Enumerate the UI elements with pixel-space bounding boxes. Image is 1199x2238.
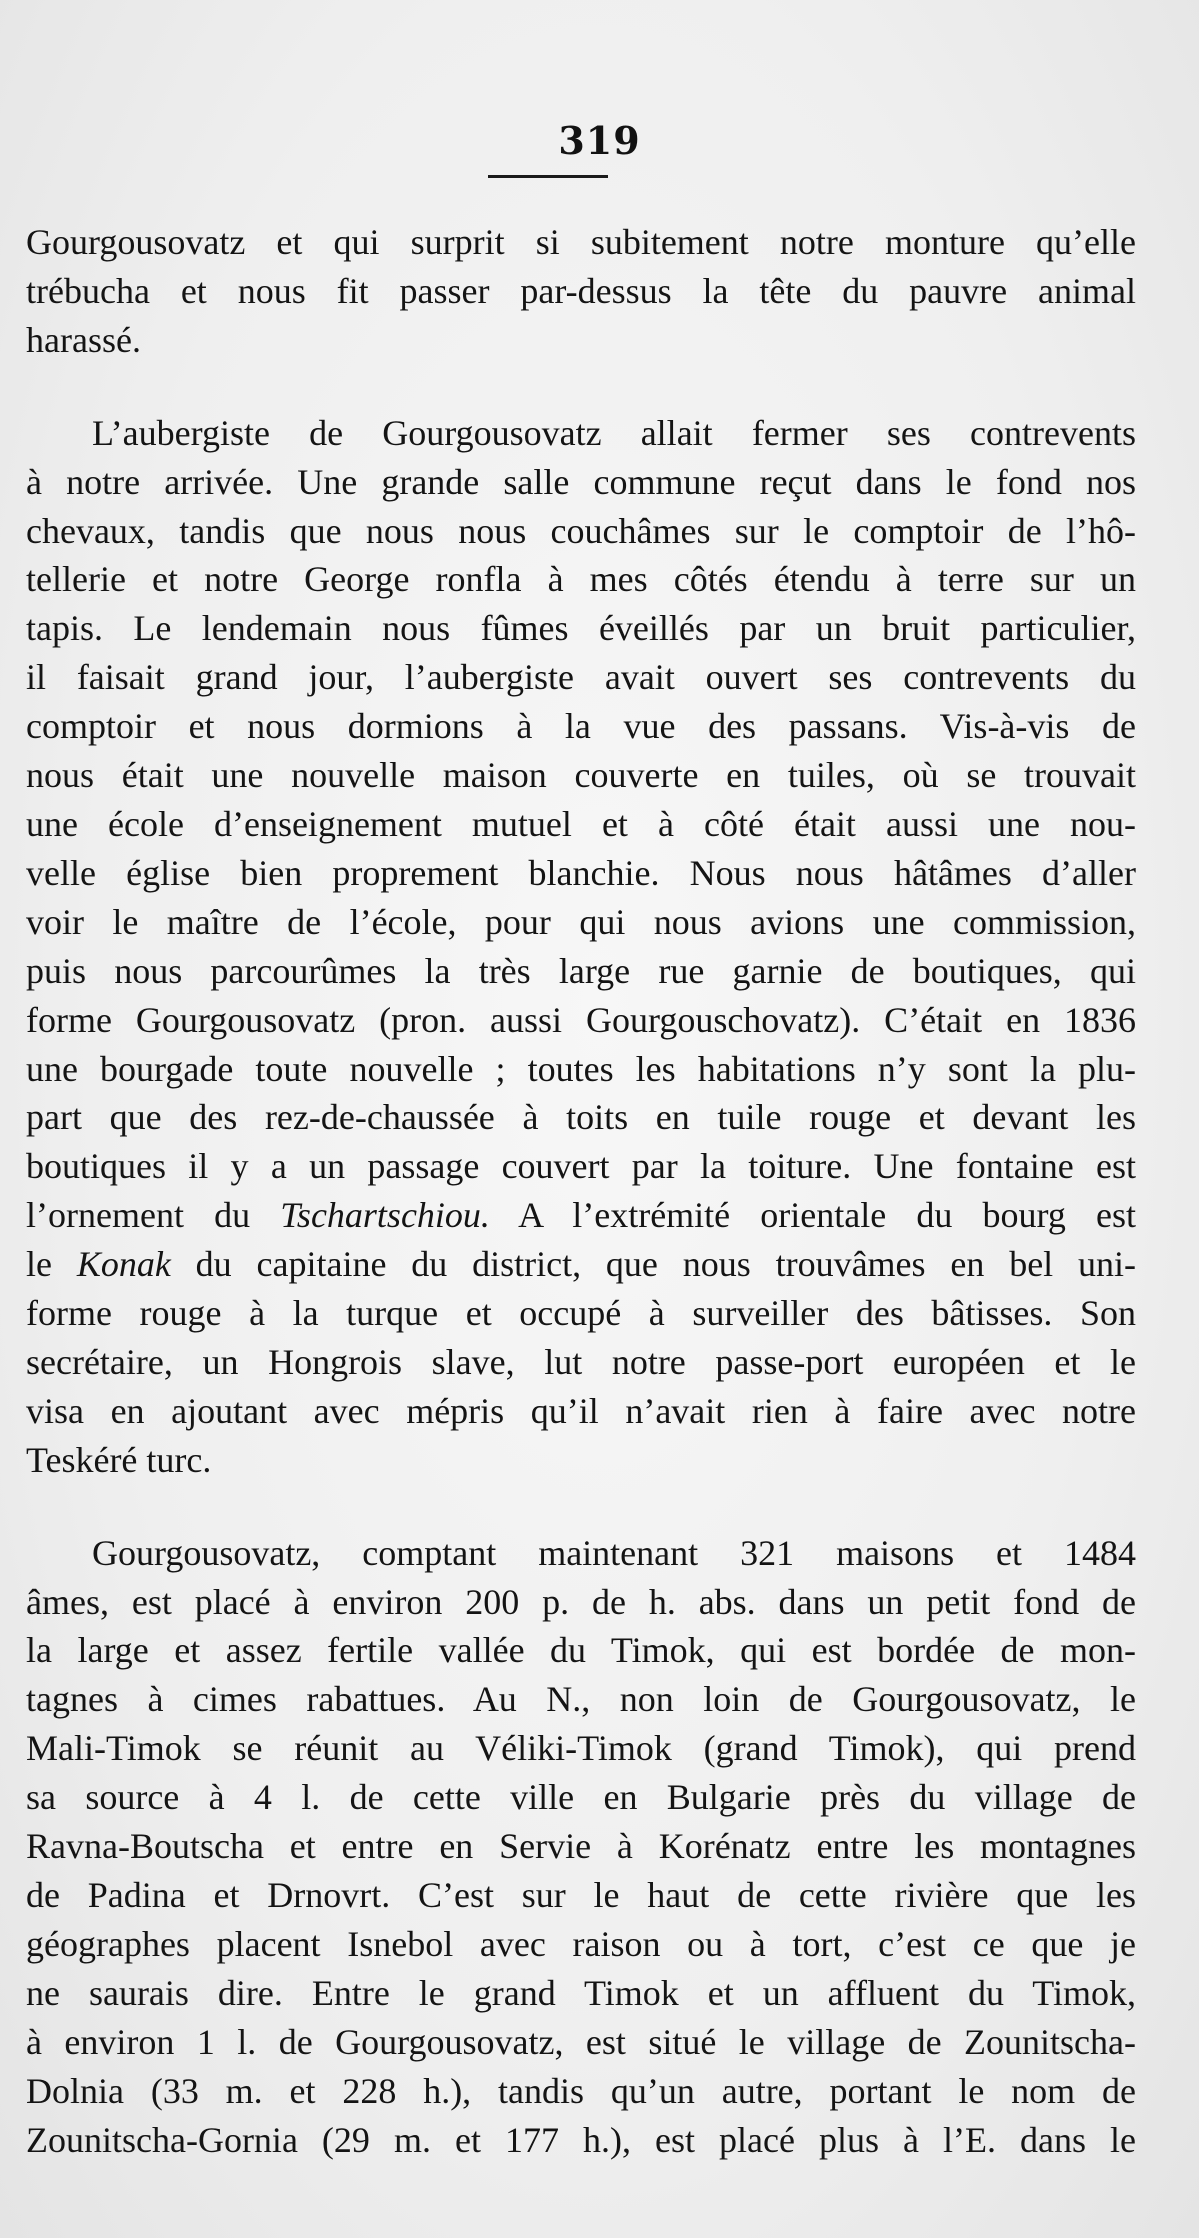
text-line bbox=[26, 1240, 1136, 1289]
text-line: ne saurais dire. Entre le grand Timok et un affluent du Timok, bbox=[26, 1972, 1136, 2013]
text-line: tagnes à cimes rabattues. Au N., non loin de Gourgousovatz, le bbox=[26, 1679, 1136, 1720]
text-line: Dolnia (33 m. et 228 h.), tandis qu’un autre, portant le nom de bbox=[26, 2070, 1136, 2111]
text-line: Mali-Timok se réunit au Véliki-Timok (grand Timok), qui prend bbox=[26, 1728, 1136, 1769]
text-line: forme Gourgousovatz (pron. aussi Gourgouschovatz). C’était en 1836 bbox=[26, 999, 1136, 1040]
text-line: à notre arrivée. Une grande salle commune reçut dans le fond nos bbox=[26, 461, 1136, 502]
text-line: âmes, est placé à environ 200 p. de h. abs. dans un petit fond de bbox=[26, 1581, 1136, 1622]
text-line: part que des rez-de-chaussée à toits en tuile rouge et devant les bbox=[26, 1097, 1136, 1138]
text-line: comptoir et nous dormions à la vue des passans. Vis-à-vis de bbox=[26, 706, 1136, 747]
text-line: chevaux, tandis que nous nous couchâmes sur le comptoir de l’hô- bbox=[26, 510, 1136, 551]
page-body bbox=[26, 218, 1136, 2164]
text-line: harassé. bbox=[26, 319, 141, 360]
text-run: du capitaine du district, que nous trouvâmes en bel uni- bbox=[170, 1244, 1136, 1285]
text-line: Teskéré turc. bbox=[26, 1439, 212, 1480]
text-line: secrétaire, un Hongrois slave, lut notre passe-port européen et le bbox=[26, 1341, 1136, 1382]
italic-term: Konak bbox=[76, 1244, 171, 1285]
text-line: Ravna-Boutscha et entre en Servie à Korénatz entre les montagnes bbox=[26, 1826, 1136, 1867]
page-number: 319 bbox=[558, 118, 641, 163]
text-line: de Padina et Drnovrt. C’est sur le haut de cette rivière que les bbox=[26, 1875, 1136, 1915]
header-rule bbox=[488, 175, 608, 178]
text-line: une bourgade toute nouvelle ; toutes les habitations n’y sont la plu- bbox=[26, 1048, 1136, 1089]
text-line: visa en ajoutant avec mépris qu’il n’avait rien à faire avec notre bbox=[26, 1390, 1136, 1431]
text-line: forme rouge à la turque et occupé à surveiller des bâtisses. Son bbox=[26, 1293, 1136, 1334]
text-line: boutiques il y a un passage couvert par la toiture. Une fontaine est bbox=[26, 1146, 1136, 1187]
paragraph bbox=[26, 409, 1136, 1485]
text-line bbox=[26, 1191, 1136, 1240]
paragraph bbox=[26, 218, 1136, 365]
text-line: la large et assez fertile vallée du Timok, qui est bordée de mon- bbox=[26, 1630, 1136, 1671]
text-line: Gourgousovatz et qui surprit si subitement notre monture qu’elle bbox=[26, 222, 1136, 262]
text-line: tellerie et notre George ronfla à mes côtés étendu à terre sur un bbox=[26, 559, 1136, 600]
text-line: tapis. Le lendemain nous fûmes éveillés par un bruit particulier, bbox=[26, 608, 1136, 649]
text-line: il faisait grand jour, l’aubergiste avait ouvert ses contrevents du bbox=[26, 657, 1136, 698]
text-line: Zounitscha-Gornia (29 m. et 177 h.), est placé plus à l’E. dans le bbox=[26, 2119, 1136, 2160]
text-line: une école d’enseignement mutuel et à côté était aussi une nou- bbox=[26, 803, 1136, 844]
text-line: sa source à 4 l. de cette ville en Bulgarie près du village de bbox=[26, 1777, 1136, 1818]
italic-term: Tschartschiou. bbox=[280, 1195, 490, 1236]
text-line: géographes placent Isnebol avec raison ou à tort, c’est ce que je bbox=[26, 1923, 1136, 1964]
text-line: puis nous parcourûmes la très large rue garnie de boutiques, qui bbox=[26, 950, 1136, 991]
text-line: nous était une nouvelle maison couverte en tuiles, où se trouvait bbox=[26, 755, 1136, 796]
text-run: l’ornement du bbox=[26, 1195, 281, 1236]
text-line: velle église bien proprement blanchie. Nous nous hâtâmes d’aller bbox=[26, 852, 1136, 893]
paragraph bbox=[26, 1529, 1136, 2165]
text-line: à environ 1 l. de Gourgousovatz, est situé le village de Zounitscha- bbox=[26, 2021, 1136, 2062]
text-line: Gourgousovatz, comptant maintenant 321 maisons et 1484 bbox=[92, 1532, 1136, 1573]
text-run: A l’extrémité orientale du bourg est bbox=[489, 1195, 1136, 1236]
text-line: trébucha et nous fit passer par-dessus la tête du pauvre animal bbox=[26, 270, 1136, 311]
text-run: le bbox=[26, 1244, 77, 1285]
text-line: voir le maître de l’école, pour qui nous avions une commission, bbox=[26, 901, 1136, 942]
text-line: L’aubergiste de Gourgousovatz allait fermer ses contrevents bbox=[92, 412, 1136, 453]
